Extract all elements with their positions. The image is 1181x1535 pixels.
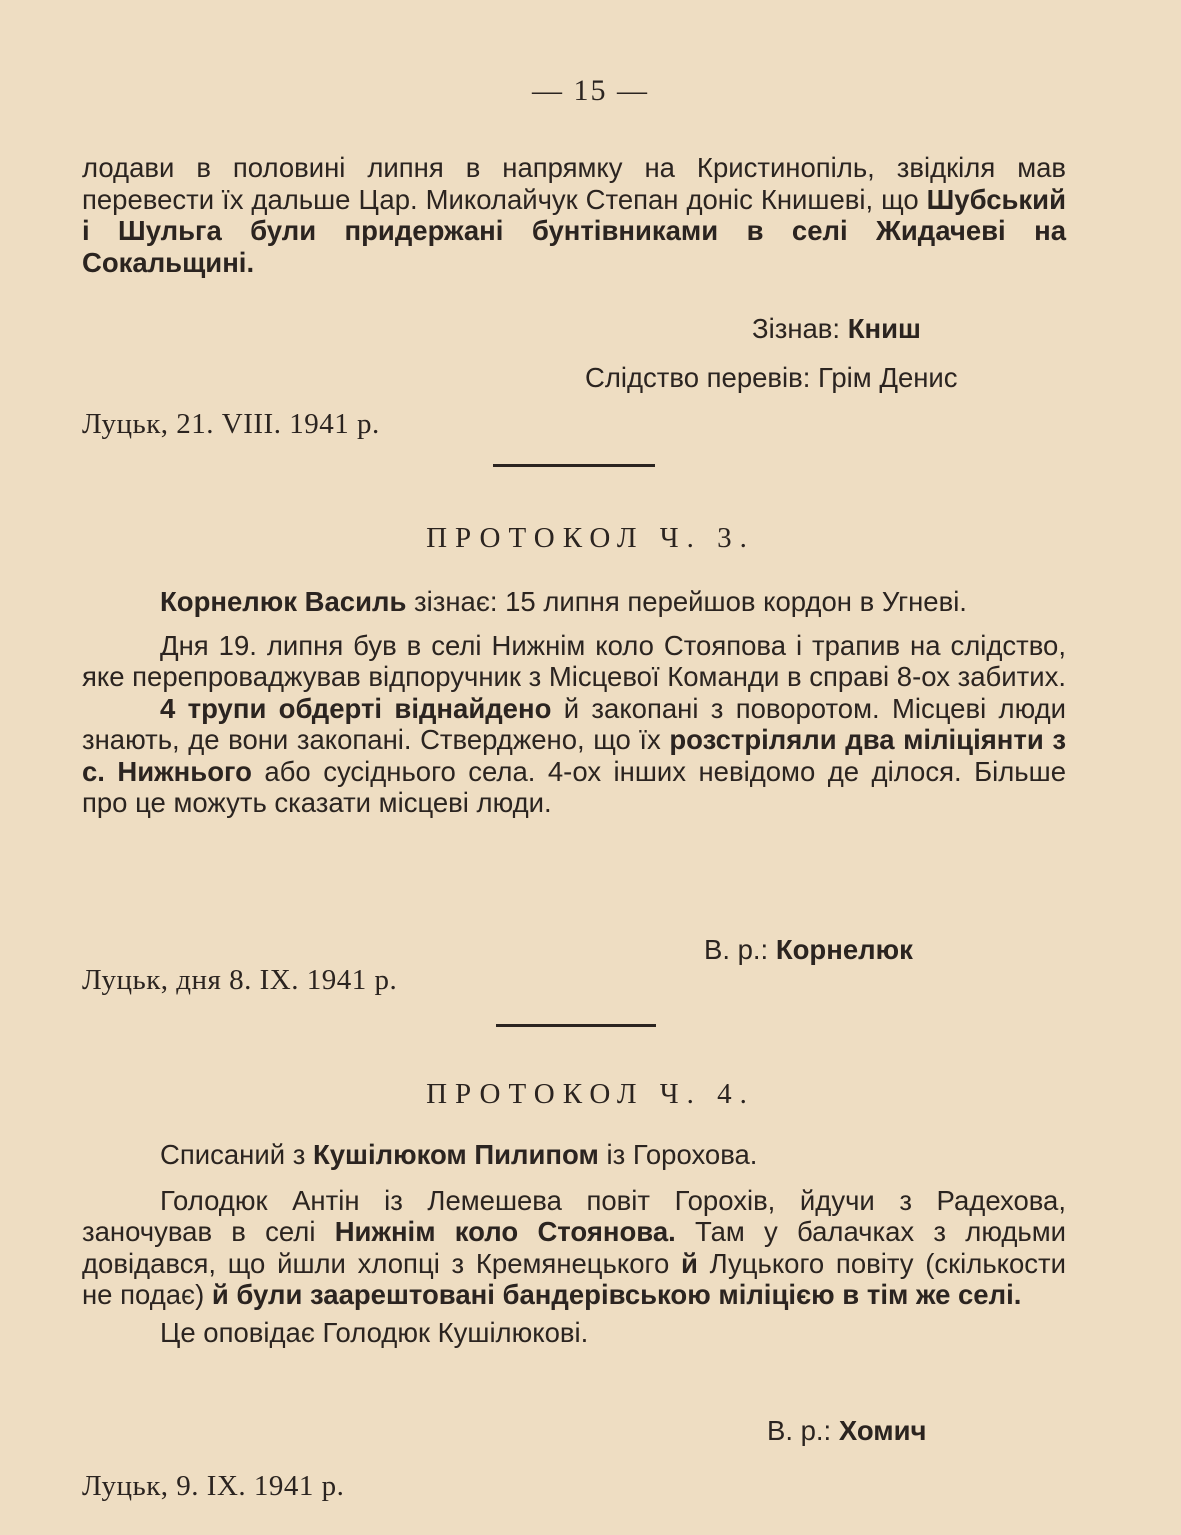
protocol3-bold-2: розстріляли два міліціянти з с. Нижнього (82, 724, 1066, 787)
protocol3-signature (704, 934, 913, 966)
protocol4-p2-bold-1: Нижнім коло Стоянова. (334, 1216, 676, 1247)
section1-bold-text: Шубський і Шульга були придержані бунтівниками в селі Жидачеві на Сокальщині. (82, 183, 1066, 278)
protocol3-p3-text-2: або сусіднього села. 4-ох інших невідомо де ділося. Більше про це можуть сказати місцеві люди. (82, 755, 1066, 818)
protocol4-p2-bold-2: й (680, 1247, 698, 1279)
protocol4-sig-label: В. р.: (767, 1415, 839, 1446)
protocol3-bold-1: 4 трупи обдерті віднайдено (160, 692, 552, 724)
protocol4-p2-text-2: Там у балачках з людьми довідався, що йшли хлопці з Кремянецького (82, 1216, 1066, 1279)
protocol3-sig-label: В. р.: (704, 934, 776, 965)
witness-name: Корнелюк Василь (160, 586, 407, 617)
separator-rule (496, 1024, 656, 1027)
protocol4-p1-text-2: із Горохова. (598, 1139, 758, 1170)
protocol3-p3-text-1: й закопані з поворотом. Місцеві люди знають, де вони закопані. Стверджено, що їх (82, 692, 1066, 755)
protocol4-p1-text-1: Списаний з (160, 1139, 313, 1170)
protocol4-bold-name: Кушілюком Пилипом (312, 1139, 599, 1170)
section1-paragraph (82, 152, 1066, 278)
protocol3-body (82, 586, 1066, 819)
section1-date: Луцьк, 21. VIII. 1941 р. (82, 408, 380, 440)
page-number: — 15 — (532, 74, 649, 107)
testified-label: Зізнав: (752, 313, 848, 344)
protocol4-date: Луцьк, 9. IX. 1941 р. (82, 1470, 345, 1502)
testimony-signature (752, 313, 921, 345)
protocol3-p1-text: зізнає: 15 липня перейшов кордон в Угневі. (406, 586, 967, 617)
protocol3-sig-name: Корнелюк (775, 934, 913, 965)
protocol4-p2-text-1: Голодюк Антін із Лемешева повіт Горохів, йдучи з Радехова, заночував в селі (82, 1184, 1066, 1247)
protocol4-p2-bold-3: й були заарештовані бандерівською міліцією в тім же селі. (211, 1279, 1022, 1310)
protocol4-sig-name: Хомич (838, 1415, 927, 1446)
protocol3-heading: ПРОТОКОЛ Ч. 3. (426, 522, 755, 554)
protocol3-date: Луцьк, дня 8. IX. 1941 р. (82, 964, 398, 996)
protocol4-p2-text-3: Луцького повіту (скількости не подає) (82, 1247, 1066, 1310)
protocol4-p3: Це оповідає Голодюк Кушілюкові. (160, 1316, 589, 1348)
protocol4-heading: ПРОТОКОЛ Ч. 4. (426, 1078, 755, 1110)
section1-text: лодави в половині липня в напрямку на Кристинопіль, звідкіля мав перевести їх дальше Цар. Миколайчук Степан доніс Книшеві, що (82, 152, 1066, 215)
testified-name: Книш (847, 313, 921, 344)
separator-rule (493, 464, 655, 467)
protocol4-body (82, 1139, 1066, 1348)
protocol4-signature (767, 1415, 926, 1447)
protocol3-p2: Дня 19. липня був в селі Нижнім коло Стояпова і трапив на слідство, яке перепроваджував відпоручник з Місцевої Команди в справі 8-ох забитих. (82, 629, 1066, 692)
investigation-line: Слідство перевів: Грім Денис (585, 362, 958, 393)
